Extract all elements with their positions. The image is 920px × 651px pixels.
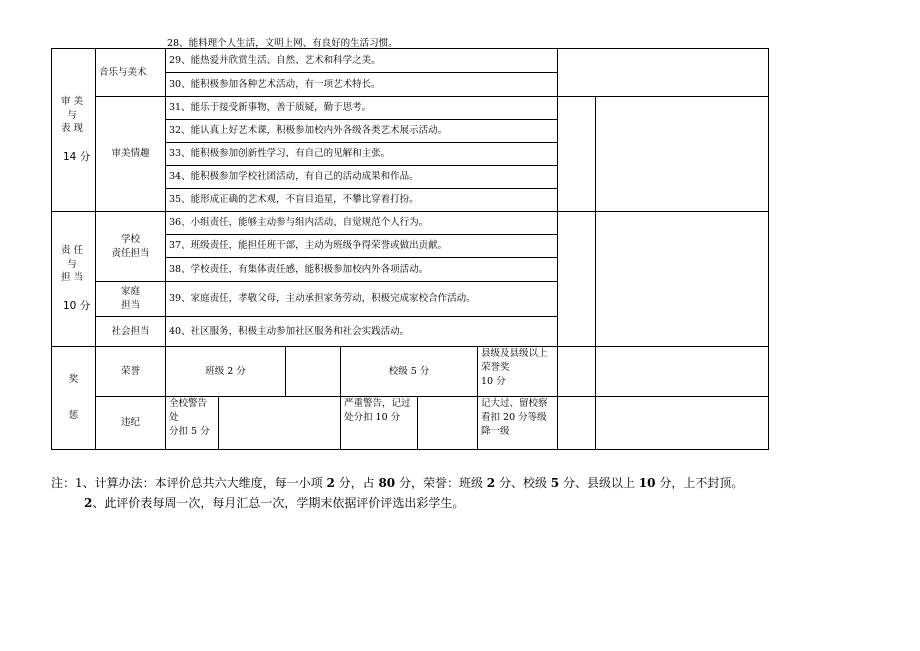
score-cell: [558, 212, 596, 347]
discipline-major-line2: 看扣 20 分等级: [481, 411, 547, 423]
item-40: 40、社区服务，积极主动参加社区服务和社会实践活动。: [166, 317, 558, 347]
note-1-text: 注：1、计算办法：本评价总共六大维度，每一小项: [51, 476, 327, 490]
remark-cell: [596, 212, 769, 347]
category-responsibility-points: 10 分: [63, 300, 91, 313]
table-row: [52, 97, 769, 120]
note-1-num: 2: [326, 476, 335, 490]
discipline-serious-score: [418, 397, 478, 450]
discipline-major-line3: 降一级: [481, 425, 510, 437]
category-responsibility: [52, 212, 96, 347]
item-36: 36、小组责任，能够主动参与组内活动、自觉规范个人行为。: [166, 212, 558, 235]
remark-cell: [596, 347, 769, 397]
item-34: 34、能积极参加学校社团活动，有自己的活动成果和作品。: [166, 166, 558, 189]
item-35: 35、能形成正确的艺术观，不盲目追星，不攀比穿着打扮。: [166, 189, 558, 212]
sub-family-responsibility: [96, 282, 166, 317]
honor-class: 班级 2 分: [166, 347, 286, 397]
score-cell: [558, 49, 769, 97]
evaluation-table: [51, 48, 769, 450]
item-33: 33、能积极参加创新性学习，有自己的见解和主张。: [166, 143, 558, 166]
item-38: 38、学校责任，有集体责任感，能积极参加校内外各项活动。: [166, 258, 558, 282]
table-row: [52, 347, 769, 397]
discipline-serious: [341, 397, 418, 450]
category-responsibility-line1: 责任与: [60, 244, 86, 270]
note-1-text: 分，上不封顶。: [655, 476, 744, 490]
notes: [51, 473, 743, 513]
discipline-serious-line1: 严重警告，记过: [344, 398, 411, 409]
honor-county-line3: 10 分: [481, 375, 506, 387]
sub-family-line1: 家庭: [120, 286, 140, 298]
category-rewards-line1: 奖: [68, 374, 79, 386]
discipline-school: [166, 397, 219, 450]
discipline-major-score: [558, 397, 596, 450]
discipline-school-line1: 全校警告处: [169, 398, 208, 423]
category-rewards-line2: 惩: [68, 410, 79, 421]
note-1: [51, 473, 743, 493]
sub-society-responsibility: 社会担当: [96, 317, 166, 347]
note-1-text: 分，占: [334, 476, 379, 490]
item-31: 31、能乐于接受新事物，善于质疑，勤于思考。: [166, 97, 558, 120]
item-32: 32、能认真上好艺术课，积极参加校内外各级各类艺术展示活动。: [166, 120, 558, 143]
sub-family-line2: 担当: [120, 300, 140, 311]
carry-over-item: 28、能料理个人生活，文明上网、有良好的生活习惯。: [167, 38, 398, 49]
honor-label: 荣誉: [96, 347, 166, 397]
note-1-num: 80: [378, 476, 396, 490]
category-rewards-penalties: [52, 347, 96, 450]
score-cell: [558, 97, 596, 212]
category-aesthetic-line1: 审美与: [60, 95, 86, 121]
honor-school: 校级 5 分: [341, 347, 478, 397]
sub-music-art: 音乐与美术: [96, 49, 166, 97]
discipline-serious-line2: 处分扣 10 分: [344, 411, 401, 423]
note-2-text: 、此评价表每周一次，每月汇总一次，学期末依据评价评选出彩学生。: [92, 496, 465, 510]
honor-county-line1: 县级及县级以上: [481, 348, 548, 359]
category-aesthetic-line2: 表现: [60, 123, 86, 135]
remark-cell: [596, 97, 769, 212]
sub-aesthetic-taste: 审美情趣: [96, 97, 166, 212]
discipline-major: [478, 397, 558, 450]
note-1-text: 分、县级以上: [559, 476, 639, 490]
category-aesthetic: [52, 49, 96, 212]
discipline-school-line2: 分扣 5 分: [169, 425, 210, 437]
discipline-school-score: [219, 397, 341, 450]
item-29: 29、能热爱并欣赏生活、自然、艺术和科学之美。: [166, 49, 558, 73]
note-1-num: 5: [550, 476, 560, 490]
discipline-major-line1: 记大过、留校察: [481, 398, 548, 409]
table-row: [52, 397, 769, 450]
sub-school-line1: 学校: [120, 233, 140, 245]
note-1-num: 2: [486, 476, 496, 490]
table-row: [52, 212, 769, 235]
note-2: [51, 493, 743, 513]
item-37: 37、班级责任，能担任班干部，主动为班级争得荣誉或做出贡献。: [166, 235, 558, 258]
note-1-text: 分、校级: [495, 476, 551, 490]
discipline-label: 违纪: [96, 397, 166, 450]
item-39: 39、家庭责任，孝敬父母，主动承担家务劳动，积极完成家校合作活动。: [166, 282, 558, 317]
category-responsibility-line2: 担当: [60, 272, 86, 284]
sub-school-responsibility: [96, 212, 166, 282]
category-aesthetic-points: 14 分: [63, 151, 91, 164]
table-row: [52, 49, 769, 73]
item-30: 30、能积极参加各种艺术活动，有一项艺术特长。: [166, 73, 558, 97]
remark-cell: [596, 397, 769, 450]
note-1-num: 10: [638, 476, 656, 490]
note-2-num: 2: [84, 496, 93, 510]
note-1-text: 分，荣誉：班级: [395, 476, 487, 490]
sub-school-line2: 责任担当: [111, 247, 150, 259]
honor-county-score: [558, 347, 596, 397]
honor-county: [478, 347, 558, 397]
honor-class-score: [286, 347, 341, 397]
honor-county-line2: 荣誉奖: [481, 361, 510, 373]
